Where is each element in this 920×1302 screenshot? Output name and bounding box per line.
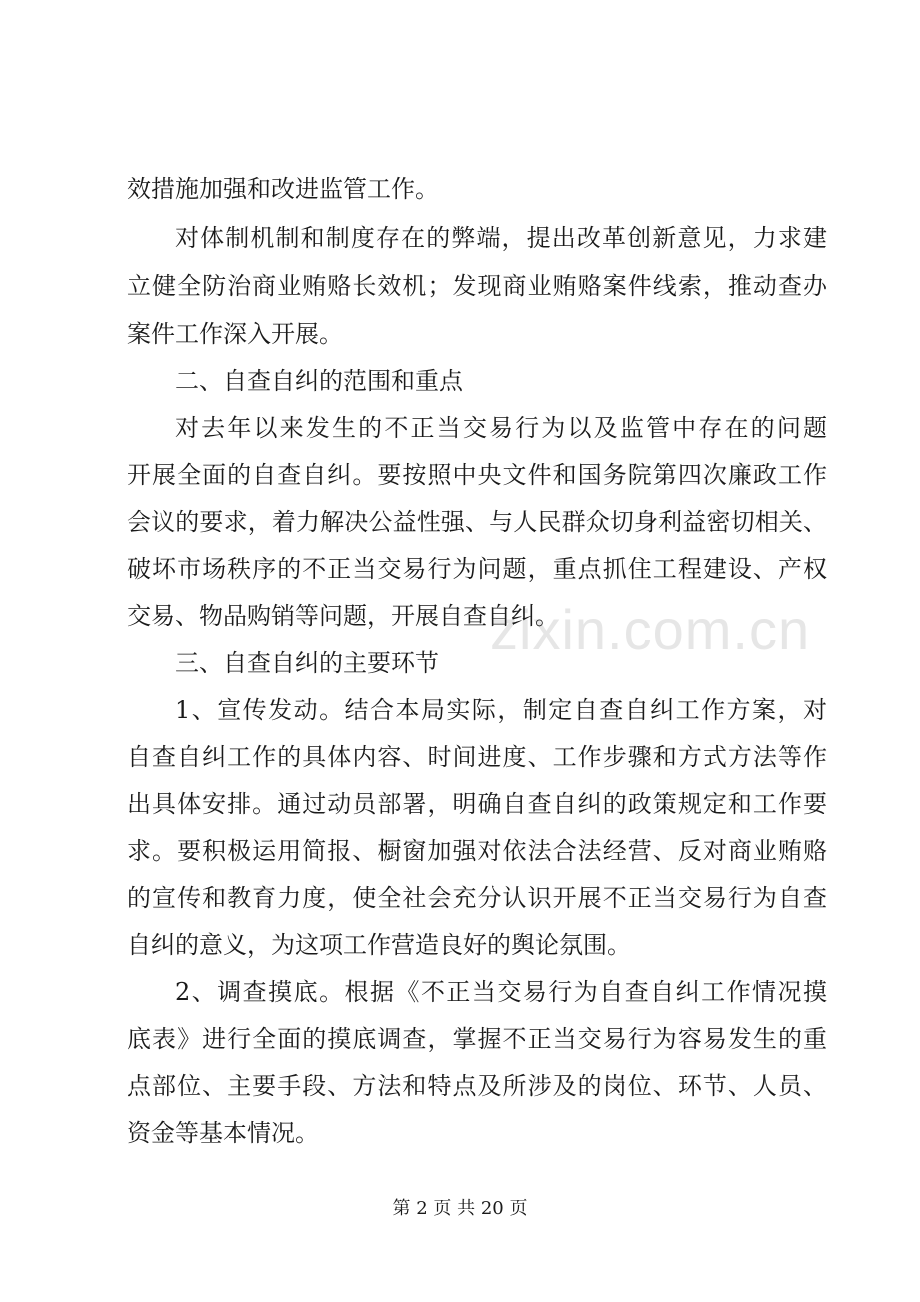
paragraph-line: 对去年以来发生的不正当交易行为以及监管中存在的问题: [175, 414, 827, 442]
paragraph-line: 效措施加强和改进监管工作。: [127, 175, 439, 203]
paragraph-line: 资金等基本情况。: [127, 1119, 319, 1147]
watermark: zixin.com.cn: [490, 598, 811, 661]
paragraph-line: 会议的要求，着力解决公益性强、与人民群众切身利益密切相关、: [127, 508, 827, 536]
section-heading: 三、自查自纠的主要环节: [175, 649, 439, 677]
section-heading: 二、自查自纠的范围和重点: [175, 367, 463, 395]
paragraph-line: 的宣传和教育力度，使全社会充分认识开展不正当交易行为自查: [127, 884, 827, 912]
paragraph-line: 出具体安排。通过动员部署，明确自查自纠的政策规定和工作要: [127, 790, 827, 818]
page-number-footer: 第 2 页 共 20 页: [392, 1198, 528, 1219]
paragraph-line: 自纠的意义，为这项工作营造良好的舆论氛围。: [127, 931, 631, 959]
paragraph-line: 对体制机制和制度存在的弊端，提出改革创新意见，力求建: [175, 224, 827, 252]
paragraph-line: 点部位、主要手段、方法和特点及所涉及的岗位、环节、人员、: [127, 1072, 827, 1100]
paragraph-line: 开展全面的自查自纠。要按照中央文件和国务院第四次廉政工作: [127, 461, 827, 489]
paragraph-line: 2、调查摸底。根据《不正当交易行为自查自纠工作情况摸: [175, 978, 827, 1006]
paragraph-line: 交易、物品购销等问题，开展自查自纠。: [127, 602, 559, 630]
paragraph-line: 求。要积极运用简报、橱窗加强对依法合法经营、反对商业贿赂: [127, 837, 827, 865]
paragraph-line: 1、宣传发动。结合本局实际，制定自查自纠工作方案，对: [175, 696, 827, 724]
paragraph-line: 立健全防治商业贿赂长效机；发现商业贿赂案件线索，推动查办: [127, 272, 827, 300]
paragraph-line: 底表》进行全面的摸底调查，掌握不正当交易行为容易发生的重: [127, 1025, 827, 1053]
paragraph-line: 案件工作深入开展。: [127, 320, 343, 348]
paragraph-line: 自查自纠工作的具体内容、时间进度、工作步骤和方式方法等作: [127, 743, 827, 771]
paragraph-line: 破坏市场秩序的不正当交易行为问题，重点抓住工程建设、产权: [127, 555, 827, 583]
